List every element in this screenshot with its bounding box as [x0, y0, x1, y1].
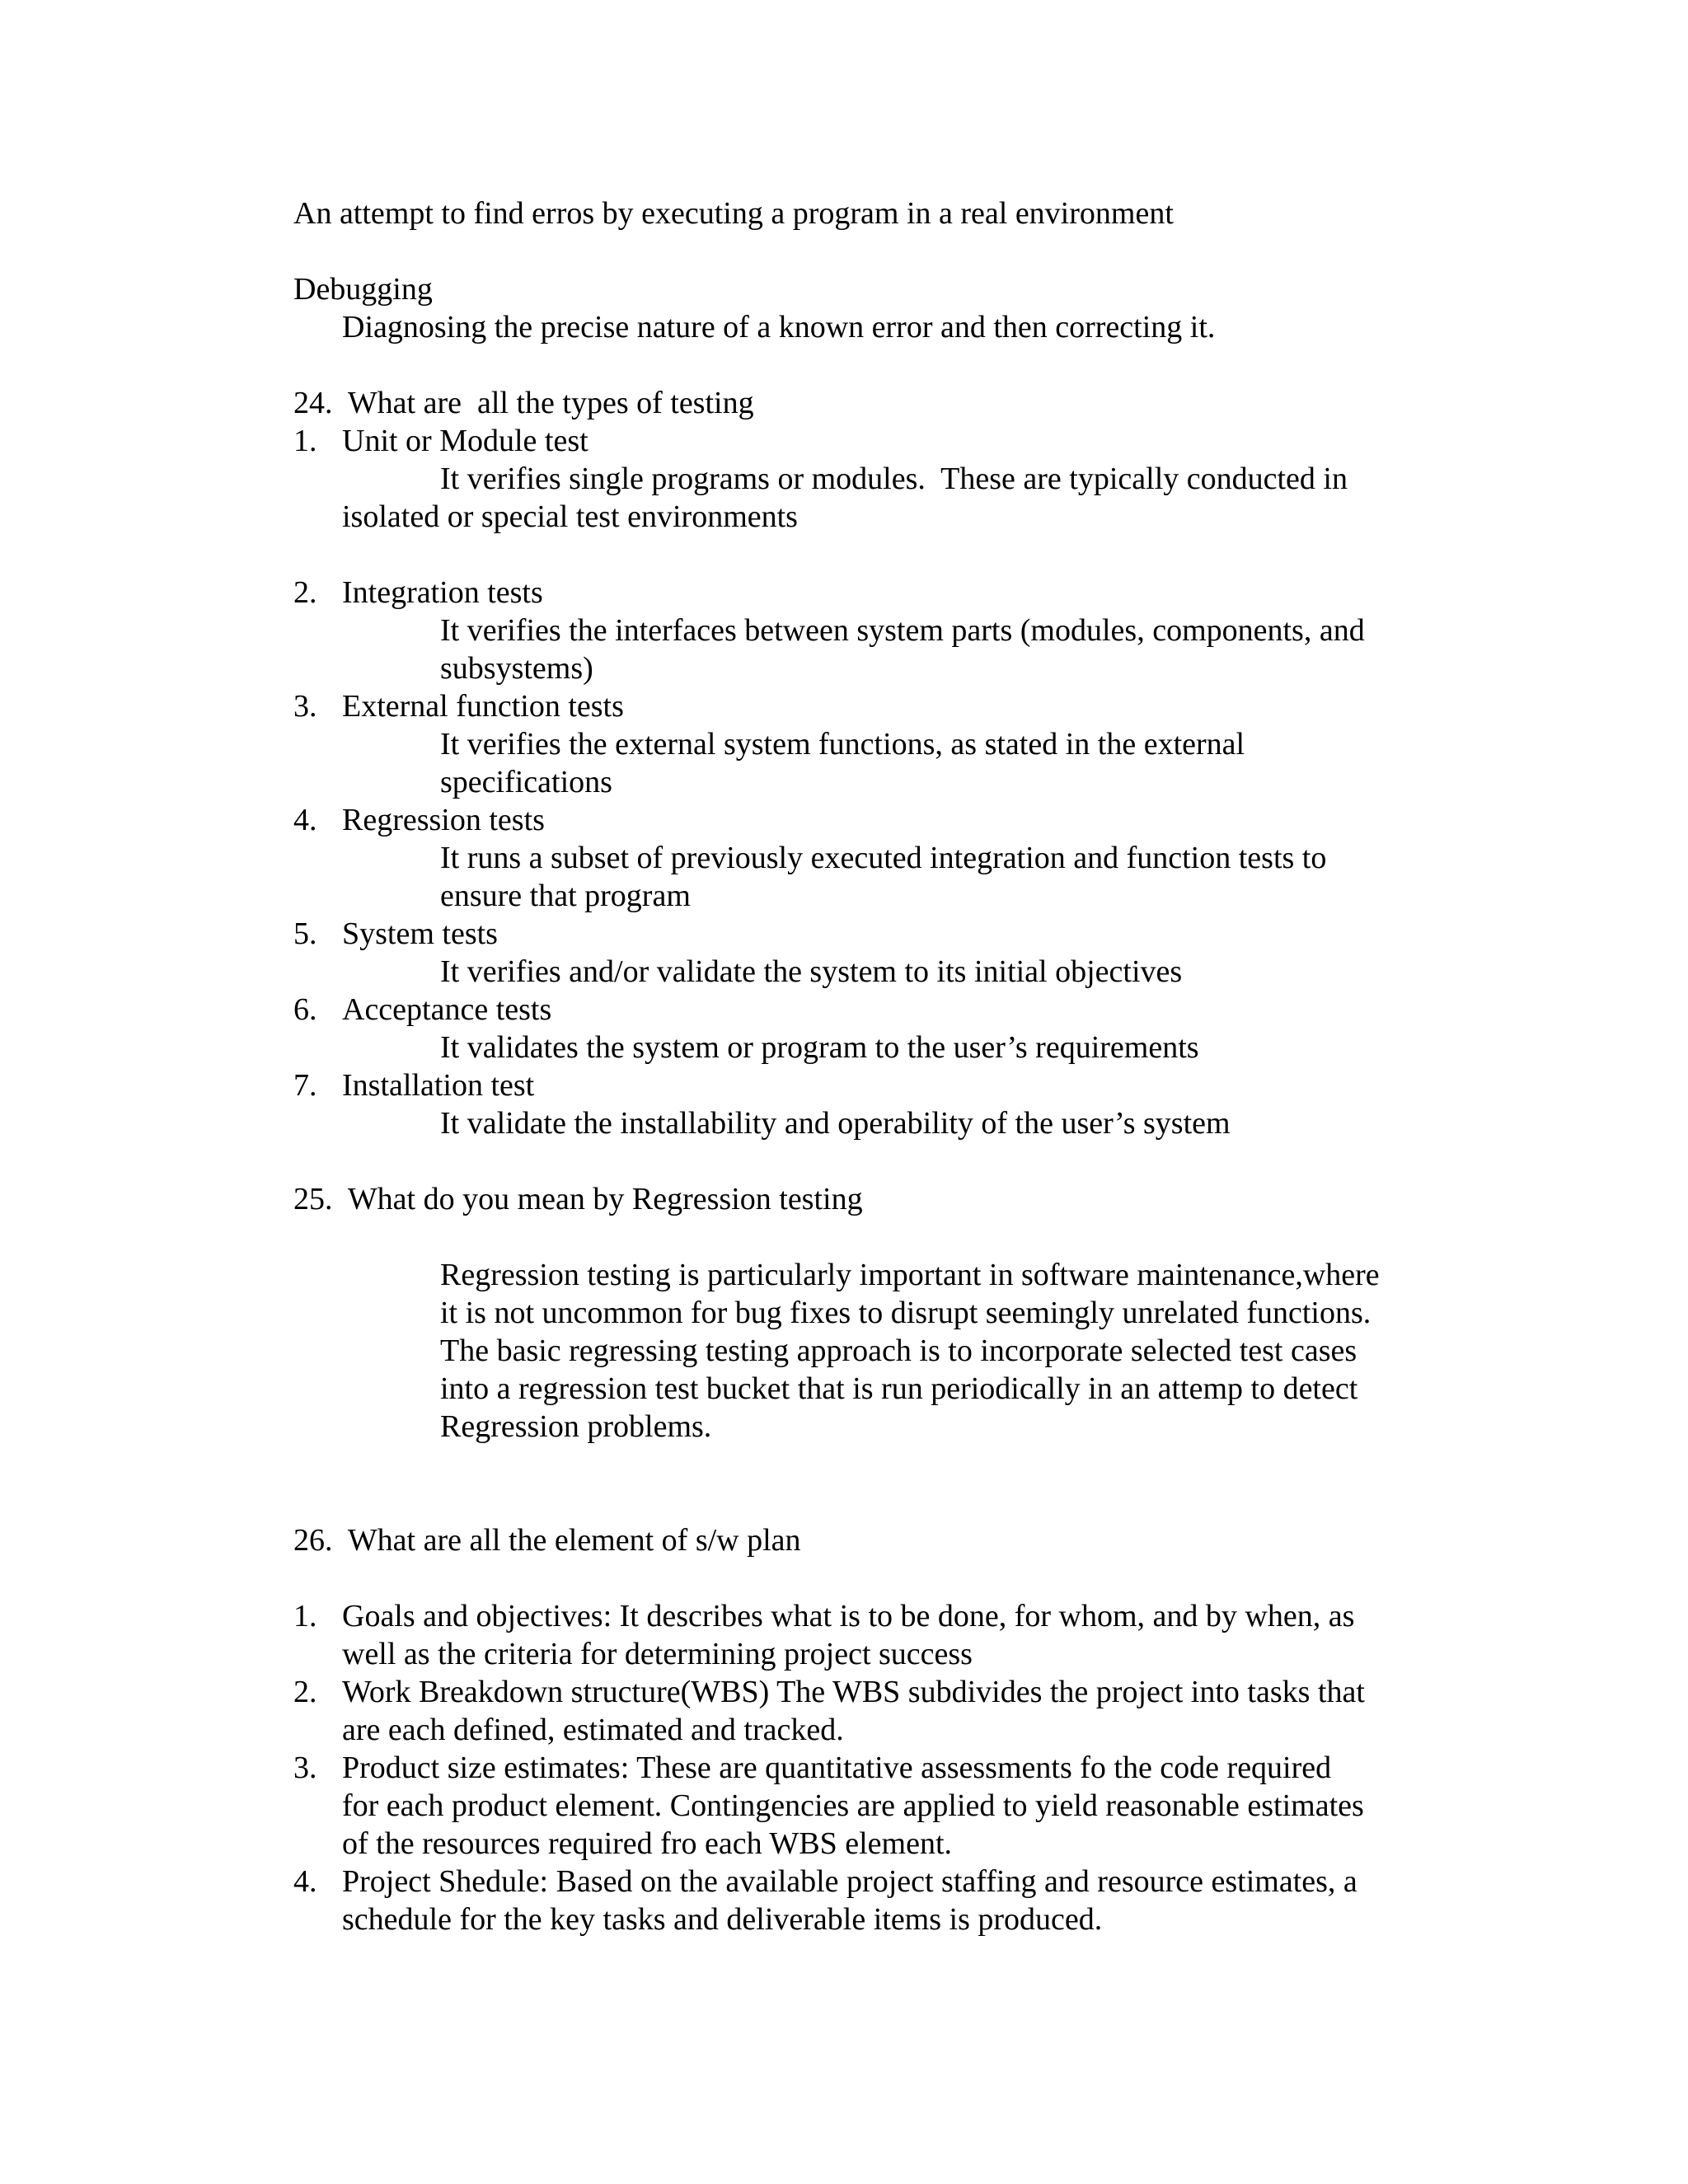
- q24-item-text: ensure that program: [440, 879, 691, 913]
- q24-item-number: 2.: [293, 575, 317, 610]
- q26-item-text: of the resources required fro each WBS element.: [342, 1826, 952, 1861]
- q24-item-text: It verifies and/or validate the system to its initial objectives: [440, 954, 1183, 989]
- q24-item-number: 3.: [293, 689, 317, 724]
- q25-answer-line: Regression testing is particularly important in software maintenance,where: [440, 1258, 1380, 1292]
- q26-item-text: schedule for the key tasks and deliverable items is produced.: [342, 1902, 1103, 1937]
- q24-item-number: 6.: [293, 992, 317, 1027]
- q24-item-number: 5.: [293, 916, 317, 951]
- q24-item-text: subsystems): [440, 651, 593, 686]
- q24-item-text: It runs a subset of previously executed integration and function tests to: [440, 841, 1327, 875]
- q24-item-number: 4.: [293, 803, 317, 837]
- q24-item-text: isolated or special test environments: [342, 499, 798, 534]
- q25-answer-line: Regression problems.: [440, 1409, 712, 1444]
- q25-answer-line: into a regression test bucket that is run periodically in an attemp to detect: [440, 1371, 1358, 1406]
- q26-item-text: Work Breakdown structure(WBS) The WBS subdivides the project into tasks that: [342, 1675, 1365, 1709]
- q24-item-title: Unit or Module test: [342, 424, 588, 458]
- testing-definition: An attempt to find erros by executing a program in a real environment: [293, 196, 1174, 231]
- debugging-definition: Diagnosing the precise nature of a known error and then correcting it.: [342, 310, 1216, 344]
- q24-item-title: Regression tests: [342, 803, 545, 837]
- q25-answer-line: The basic regressing testing approach is to incorporate selected test cases: [440, 1333, 1357, 1368]
- q24-item-text: It validates the system or program to the user’s requirements: [440, 1030, 1199, 1065]
- q26-item-text: Product size estimates: These are quantitative assessments fo the code required: [342, 1750, 1332, 1785]
- question-25-heading: 25. What do you mean by Regression testing: [293, 1182, 863, 1216]
- q24-item-title: External function tests: [342, 689, 624, 724]
- q24-item-text: specifications: [440, 765, 612, 799]
- q24-item-title: Integration tests: [342, 575, 543, 610]
- question-26-heading: 26. What are all the element of s/w plan: [293, 1523, 801, 1558]
- q26-item-number: 4.: [293, 1864, 317, 1899]
- q24-item-text: It verifies the external system functions, as stated in the external: [440, 727, 1245, 762]
- q26-item-number: 3.: [293, 1750, 317, 1785]
- q24-item-title: Installation test: [342, 1068, 535, 1103]
- q26-item-number: 1.: [293, 1599, 317, 1633]
- question-24-heading: 24. What are all the types of testing: [293, 386, 754, 420]
- q24-item-number: 7.: [293, 1068, 317, 1103]
- q26-item-text: are each defined, estimated and tracked.: [342, 1713, 844, 1747]
- q24-item-title: System tests: [342, 916, 498, 951]
- q26-item-number: 2.: [293, 1675, 317, 1709]
- q26-item-text: Goals and objectives: It describes what is to be done, for whom, and by when, as: [342, 1599, 1355, 1633]
- q24-item-title: Acceptance tests: [342, 992, 552, 1027]
- q24-item-text: It validate the installability and operability of the user’s system: [440, 1106, 1231, 1141]
- q26-item-text: for each product element. Contingencies are applied to yield reasonable estimates: [342, 1788, 1364, 1823]
- q26-item-text: Project Shedule: Based on the available project staffing and resource estimates, a: [342, 1864, 1357, 1899]
- q26-item-text: well as the criteria for determining project success: [342, 1637, 973, 1671]
- q24-item-text: It verifies single programs or modules. These are typically conducted in: [440, 462, 1348, 496]
- debugging-heading: Debugging: [293, 272, 433, 307]
- q24-item-text: It verifies the interfaces between system parts (modules, components, and: [440, 613, 1365, 648]
- q24-item-number: 1.: [293, 424, 317, 458]
- q25-answer-line: it is not uncommon for bug fixes to disrupt seemingly unrelated functions.: [440, 1296, 1372, 1330]
